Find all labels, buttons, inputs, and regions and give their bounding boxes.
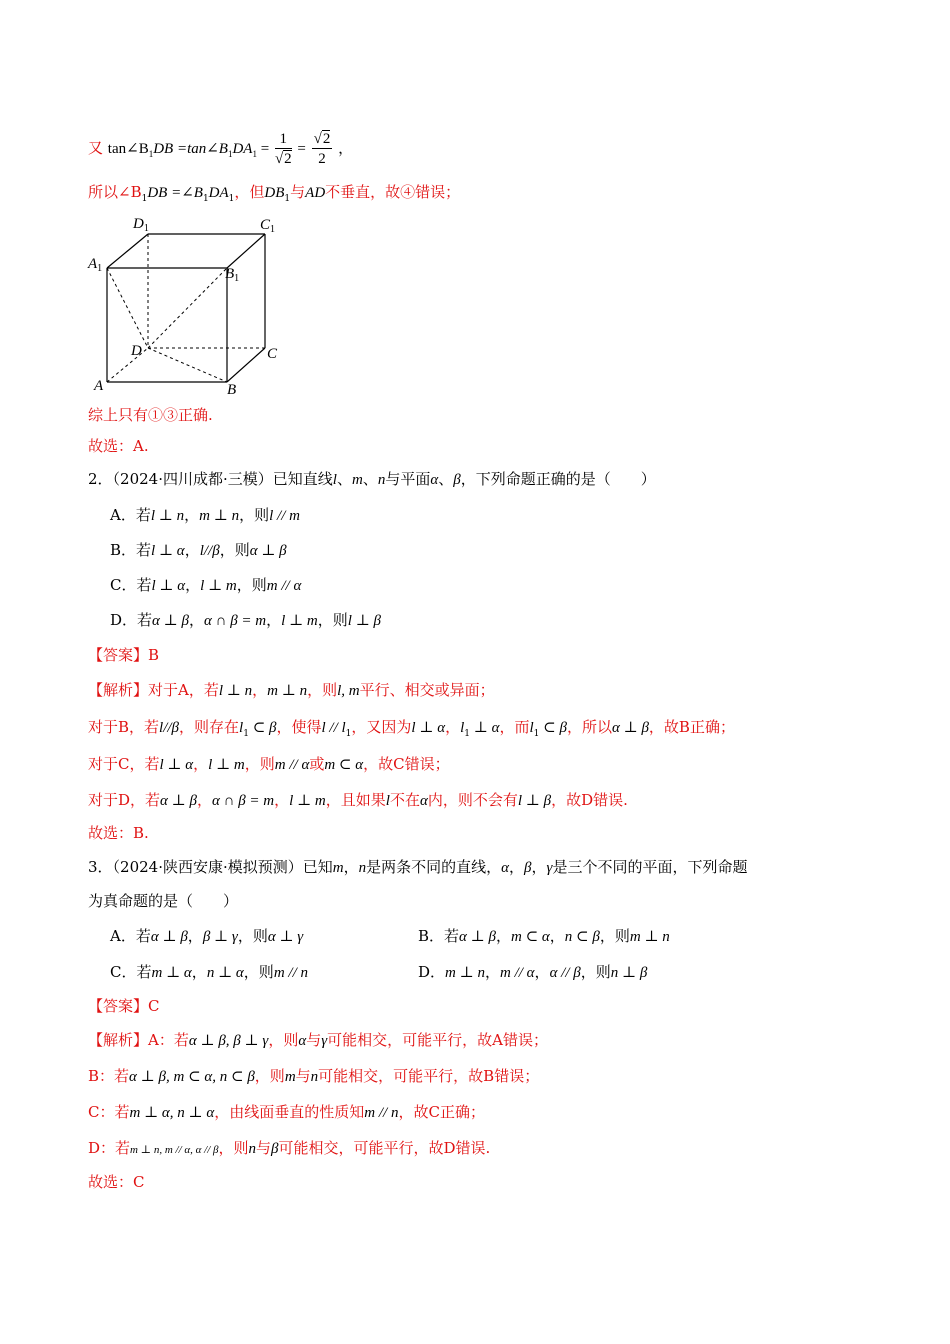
label-c: C: [267, 346, 278, 362]
text: ，: [495, 927, 511, 945]
choose-answer-1: 故选：A.: [88, 437, 149, 455]
text: ，则: [580, 963, 611, 981]
expr: AD: [305, 185, 326, 201]
text: ，: [531, 858, 547, 876]
text: ，则: [219, 541, 250, 559]
text: D：若: [88, 1139, 131, 1157]
var-l: l: [332, 472, 337, 488]
q3-analysis-d: [88, 1138, 490, 1160]
text: ，: [534, 963, 550, 981]
expr: DA: [208, 185, 229, 201]
tan-expr-a: tan∠B: [107, 140, 149, 157]
label-b: B: [227, 382, 237, 398]
expr: l: [529, 720, 534, 736]
expr: m // n: [364, 1105, 399, 1121]
text: ，则: [317, 611, 348, 629]
expr: l ⊥ α: [151, 543, 185, 559]
label-a1: $A_1$: [88, 256, 103, 274]
text: ，: [252, 681, 268, 699]
text: ，: [184, 506, 200, 524]
expr: m // n: [273, 965, 308, 981]
expr: l: [385, 793, 390, 809]
text: ，则: [237, 927, 268, 945]
q3-stem-line1: [88, 857, 747, 878]
text: C．若: [110, 963, 152, 981]
expr: l ⊥ m: [200, 578, 237, 594]
q2-answer: 【答案】B: [88, 646, 160, 664]
text: ，: [274, 791, 290, 809]
expr: γ: [321, 1033, 328, 1049]
expr: l ⊥ β: [347, 613, 382, 629]
expr: m ⊥ n: [267, 683, 308, 699]
q3-stem-line2: 为真命题的是（ ）: [88, 892, 239, 910]
expr: l: [239, 720, 244, 736]
text: ，使得: [276, 718, 322, 736]
text: 3．（2024·陕西安康·模拟预测）已知: [88, 858, 333, 876]
text: D．若: [110, 611, 153, 629]
expr: ⊂ β: [539, 720, 567, 736]
expr: n: [310, 1069, 319, 1085]
q3-option-c: [110, 963, 308, 981]
var-beta: β: [453, 472, 461, 488]
sqrt-radicand: 2: [322, 131, 331, 147]
frac-num: 1: [275, 130, 292, 149]
text: 对于B，若: [88, 718, 160, 736]
text: ，则: [244, 755, 275, 773]
conclusion-line-4: [88, 182, 460, 209]
expr: l // l: [321, 720, 346, 736]
expr: l ⊥ m: [208, 757, 245, 773]
equals: =: [297, 140, 306, 157]
text: ，由线面垂直的性质知: [214, 1103, 365, 1121]
var-alpha: α: [430, 472, 439, 488]
text: ，则存在: [179, 718, 240, 736]
text: 与: [295, 1067, 311, 1085]
q2-option-a: [110, 505, 300, 526]
text: ，且如果: [325, 791, 386, 809]
sqrt-radicand: 2: [284, 151, 292, 167]
text: 不垂直，故④错误；: [325, 183, 461, 201]
q2-analysis-d: [88, 790, 628, 811]
expr: α ⊥ β: [150, 929, 188, 945]
text: 与平面: [385, 470, 431, 488]
frac-den: √2: [274, 151, 292, 167]
text: ，则: [254, 1067, 285, 1085]
expr: m ⊂ α: [324, 757, 364, 773]
text: ，则: [268, 1031, 299, 1049]
text: 可能相交，可能平行，故A错误；: [327, 1031, 548, 1049]
expr: β: [271, 1141, 279, 1157]
expr: β ⊥ γ: [202, 929, 238, 945]
text: 是三个不同的平面，下列命题: [552, 858, 748, 876]
comma: ，: [338, 140, 354, 157]
text: ，: [191, 963, 207, 981]
text: 或: [309, 755, 325, 773]
analysis-head: 【解析】: [88, 681, 149, 699]
text: 可能相交，可能平行，故B错误；: [318, 1067, 540, 1085]
expr: DB =∠B: [147, 185, 203, 201]
expr: l ⊥ n: [150, 508, 185, 524]
tan-expr-c: DA: [232, 140, 253, 157]
expr: ⊥ α: [470, 720, 500, 736]
text: A．若: [110, 927, 151, 945]
text: ，: [549, 927, 565, 945]
text: ，则: [243, 963, 274, 981]
text: ，则: [236, 576, 267, 594]
expr: m ⊥ α, n ⊥ α: [129, 1105, 215, 1121]
expr: m ⊂ α: [511, 929, 550, 945]
text: ，: [509, 858, 525, 876]
expr: l ⊥ m: [281, 613, 318, 629]
q3-option-a: [110, 927, 303, 945]
tan-equation-line: [88, 130, 353, 169]
q3-option-d: [418, 962, 647, 983]
frac-den: 2: [318, 151, 326, 167]
text: ，: [484, 963, 500, 981]
var-m: m: [332, 860, 344, 876]
text: ，故D错误.: [551, 791, 628, 809]
expr: m ⊥ n: [445, 965, 485, 981]
expr: α ⊥ β: [611, 720, 649, 736]
text: B．若: [110, 541, 152, 559]
diag-db-hidden: [148, 348, 227, 382]
expr: n: [248, 1141, 257, 1157]
text: ，所以: [566, 718, 612, 736]
var-gamma: γ: [546, 860, 553, 876]
text: C．若: [110, 576, 152, 594]
expr: m ⊥ n: [629, 929, 670, 945]
text: 对于D，若: [88, 791, 161, 809]
expr: DB: [264, 185, 285, 201]
var-n: n: [358, 860, 367, 876]
text: 、: [362, 470, 378, 488]
frac-num: √2: [313, 131, 331, 147]
expr: ⊂ β: [248, 720, 277, 736]
expr: l ⊥ α: [159, 757, 194, 773]
expr: α ⊥ β: [160, 793, 197, 809]
expr: α ⊥ β, m ⊂ α, n ⊂ β: [129, 1069, 255, 1085]
text: ，而: [499, 718, 530, 736]
q2-option-c: [110, 575, 301, 596]
q2-choose: 故选：B.: [88, 824, 149, 842]
text: 与: [290, 183, 306, 201]
text: 平行、相交或异面；: [359, 681, 495, 699]
q3-analysis-c: [88, 1102, 485, 1123]
text: B．若: [418, 927, 460, 945]
expr: α: [419, 793, 428, 809]
expr: l ⊥ n: [218, 683, 253, 699]
q2-stem: [88, 469, 656, 490]
diag-db1-hidden: [148, 268, 227, 348]
label-a: A: [94, 378, 104, 394]
text: ，下列命题正确的是（ ）: [460, 470, 656, 488]
text: D．: [418, 963, 446, 981]
text: 与: [306, 1031, 322, 1049]
q3-answer: 【答案】C: [88, 997, 160, 1015]
text: B：若: [88, 1067, 130, 1085]
text: C：若: [88, 1103, 130, 1121]
sub: 1: [148, 148, 154, 159]
q3-choose: 故选：C: [88, 1173, 145, 1191]
sub: 1: [141, 194, 148, 204]
label-c1: $C_1$: [260, 217, 276, 235]
text: ，: [343, 858, 359, 876]
expr: α ⊥ β, β ⊥ γ: [188, 1033, 269, 1049]
tan-expr-b: DB =tan∠B: [153, 140, 228, 157]
text: 、: [438, 470, 454, 488]
text: ，则: [307, 681, 338, 699]
text: ，但: [234, 183, 265, 201]
text: ，: [266, 611, 282, 629]
expr: m ⊥ n: [199, 508, 240, 524]
q3-option-b: [418, 926, 670, 947]
text: ，: [188, 611, 204, 629]
q2-analysis-a: [88, 680, 495, 701]
text: ，则: [239, 506, 270, 524]
text: ，: [445, 718, 461, 736]
diag-a1d-hidden: [107, 268, 148, 348]
equals: =: [260, 140, 270, 157]
expr: l//β: [159, 720, 180, 736]
expr: α ⊥ β: [249, 543, 287, 559]
text: ，又因为: [351, 718, 412, 736]
expr: m ⊥ n, m // α, α // β: [130, 1144, 219, 1156]
var-n: n: [377, 472, 386, 488]
label-d: D: [131, 343, 142, 359]
expr: m ⊥ α: [151, 965, 192, 981]
edge-b1c1: [227, 234, 265, 268]
sub: 1: [284, 194, 291, 204]
text: ，: [185, 576, 201, 594]
expr: m: [284, 1069, 296, 1085]
expr: α ⊥ γ: [267, 929, 304, 945]
expr: l ⊥ α: [411, 720, 446, 736]
text: ，: [184, 541, 200, 559]
text: 所以∠B: [88, 183, 142, 201]
fraction-sqrt2-over-2: [312, 130, 333, 169]
sub: 1: [464, 729, 470, 739]
text: 内，则不会有: [427, 791, 518, 809]
expr: l, m: [337, 683, 360, 699]
sub: 1: [228, 194, 235, 204]
sub: 1: [252, 148, 257, 159]
expr: l ⊥ β: [517, 793, 552, 809]
q3-analysis-b: [88, 1066, 539, 1087]
expr: m // α: [500, 965, 535, 981]
expr: l // m: [269, 508, 300, 524]
text: 2．（2024·四川成都·三模）已知直线: [88, 470, 333, 488]
q3-options-cd: [110, 962, 870, 983]
expr: l: [460, 720, 465, 736]
var-alpha: α: [501, 860, 510, 876]
edge-ad-hidden: [107, 348, 148, 382]
expr: l ⊥ α: [151, 578, 186, 594]
text: ，故C错误；: [363, 755, 450, 773]
q2-analysis-b: [88, 717, 735, 744]
summary-text: 综上只有①③正确.: [88, 406, 213, 424]
sub: 1: [243, 729, 249, 739]
text: 与: [256, 1139, 272, 1157]
var-beta: β: [524, 860, 532, 876]
q3-analysis-a: [88, 1030, 548, 1051]
tan-expr: [107, 131, 354, 167]
expr: α ∩ β = m: [204, 613, 267, 629]
expr: α ⊥ β: [152, 613, 189, 629]
q2-option-b: [110, 540, 287, 561]
edge-bc: [227, 348, 265, 382]
expr: α ⊥ β: [459, 929, 496, 945]
text: 对于C，若: [88, 755, 160, 773]
expr: n ⊂ β: [564, 929, 600, 945]
expr: l//β: [199, 543, 220, 559]
expr: n ⊥ α: [206, 965, 244, 981]
sub: 1: [345, 729, 352, 739]
sub: 1: [202, 194, 209, 204]
expr: α ∩ β = m: [212, 793, 275, 809]
expr: m // α: [274, 757, 310, 773]
text: ，: [193, 755, 209, 773]
text: ，故C正确；: [398, 1103, 485, 1121]
fraction-one-over-sqrt2: [275, 130, 292, 169]
q2-option-d: [110, 610, 381, 631]
text: ，则: [218, 1139, 249, 1157]
analysis-head: 【解析】: [88, 1031, 149, 1049]
edge-a1d1: [107, 234, 148, 268]
text: ，: [187, 927, 203, 945]
var-m: m: [351, 472, 363, 488]
text: 、: [336, 470, 352, 488]
sub: 1: [533, 729, 540, 739]
expr: n ⊥ β: [610, 965, 648, 981]
text: 是两条不同的直线，: [366, 858, 502, 876]
text: ，: [196, 791, 212, 809]
cube-diagram: [85, 210, 285, 400]
text: A：若: [148, 1031, 189, 1049]
prefix-text: 又: [88, 138, 104, 157]
expr: m // α: [266, 578, 302, 594]
sub: 1: [227, 148, 233, 159]
text: 可能相交，可能平行，故D错误.: [278, 1139, 491, 1157]
q3-options-ab: [110, 926, 870, 947]
q2-analysis-c: [88, 754, 450, 775]
expr: l ⊥ m: [289, 793, 326, 809]
text: ，故B正确；: [648, 718, 735, 736]
label-b1: $B_1$: [225, 266, 240, 284]
expr: α // β: [549, 965, 581, 981]
label-d1: $D_1$: [133, 216, 149, 234]
text: ，则: [599, 927, 630, 945]
text: 不在: [389, 791, 420, 809]
expr: α: [298, 1033, 307, 1049]
text: 对于A，若: [148, 681, 219, 699]
text: A．若: [110, 506, 151, 524]
